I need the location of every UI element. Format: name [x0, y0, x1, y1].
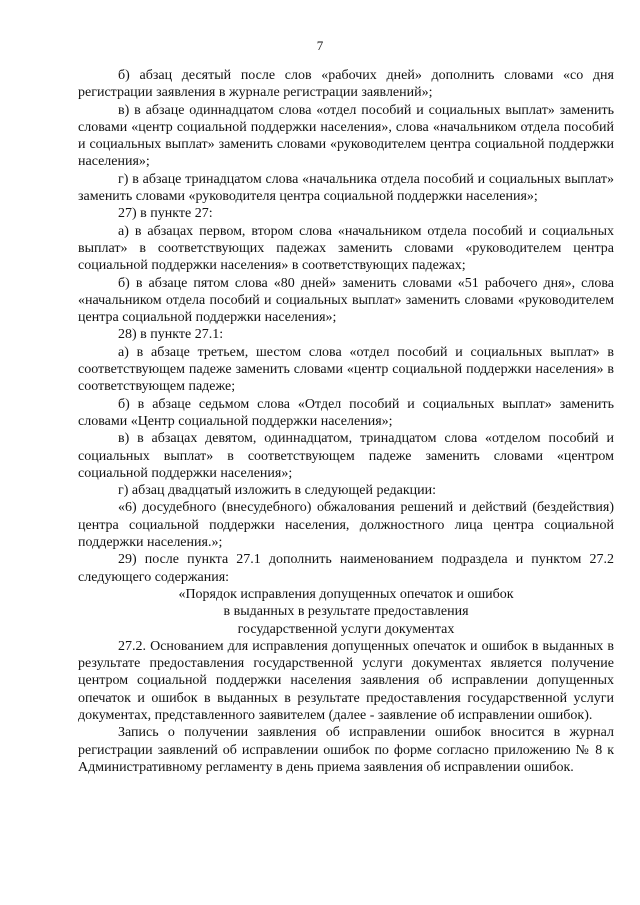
- paragraph: Запись о получении заявления об исправлении ошибок вносится в журнал регистрации заявлений об исправлении ошибок по форме согласно приложению № 8 к Административному регламенту в день приема заявления об исправлении ошибок.: [78, 725, 614, 775]
- paragraph: в) в абзацах девятом, одиннадцатом, тринадцатом слова «отделом пособий и социальных выплат» в соответствующем падеже заменить словами «центром социальной поддержки населения»;: [78, 431, 614, 481]
- paragraph: «6) досудебного (внесудебного) обжалования решений и действий (бездействия) центра социальной поддержки населения, должностного лица центра социальной поддержки населения.»;: [78, 500, 614, 551]
- paragraph: 29) после пункта 27.1 дополнить наименованием подраздела и пунктом 27.2 следующего содержания:: [78, 552, 614, 585]
- paragraph: а) в абзацах первом, втором слова «начальником отдела пособий и социальных выплат» в соответствующих падежах заменить словами «руководителем центра социальной поддержки населения» в соответствующих падежах;: [78, 223, 614, 274]
- section-heading-line: «Порядок исправления допущенных опечаток и ошибок: [178, 586, 514, 602]
- paragraph: б) в абзаце седьмом слова «Отдел пособий и социальных выплат» заменить словами «Центр социальной поддержки населения»;: [78, 396, 614, 429]
- page-number: 7: [316, 38, 324, 53]
- section-heading-line: государственной услуги документах: [237, 621, 455, 637]
- paragraph: 27.2. Основанием для исправления допущенных опечаток и ошибок в выданных в результате предоставления государственной услуги документах является получение центром социальной поддержки населения заявления об исправлении допущенных опечаток и ошибок в выданных в результате предоставления государственной услуги документах, представленного заявителем (далее - заявление об исправлении ошибок).: [78, 638, 614, 723]
- paragraph: б) в абзаце пятом слова «80 дней» заменить словами «51 рабочего дня», слова «начальником отдела пособий и социальных выплат» заменить словами «руководителем центра социальной поддержки населения»;: [78, 275, 614, 326]
- document-body: [78, 67, 614, 776]
- paragraph: а) в абзаце третьем, шестом слова «отдел пособий и социальных выплат» в соответствующем падеже заменить словами «центр социальной поддержки населения» в соответствующем падеже;: [78, 344, 614, 395]
- paragraph: г) абзац двадцатый изложить в следующей редакции:: [118, 483, 436, 499]
- section-heading-line: в выданных в результате предоставления: [223, 604, 469, 620]
- paragraph: г) в абзаце тринадцатом слова «начальника отдела пособий и социальных выплат» заменить словами «руководителя центра социальной поддержки населения»;: [78, 171, 614, 205]
- paragraph: в) в абзаце одиннадцатом слова «отдел пособий и социальных выплат» заменить словами «центр социальной поддержки населения», слова «начальником отдела пособий и социальных выплат» заменить словами «руководителем центра социальной поддержки населения»;: [78, 102, 614, 170]
- paragraph: 28) в пункте 27.1:: [118, 327, 224, 343]
- paragraph: б) абзац десятый после слов «рабочих дней» дополнить словами «со дня регистрации заявления в журнале регистрации заявлений»;: [78, 68, 614, 101]
- paragraph: 27) в пункте 27:: [118, 206, 213, 222]
